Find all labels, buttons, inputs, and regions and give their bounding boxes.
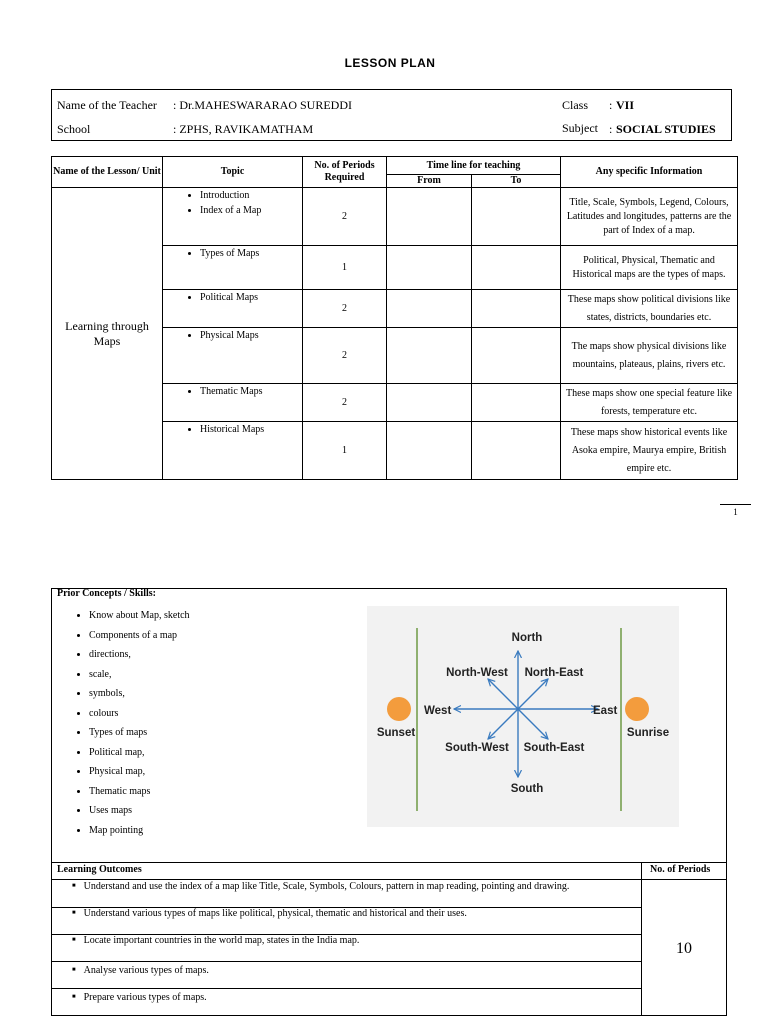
bullet-icon: ■ bbox=[72, 910, 76, 916]
from-cell bbox=[387, 246, 472, 290]
label-west: West bbox=[424, 705, 452, 717]
outcome-row-rule bbox=[51, 879, 641, 880]
header-specific-info: Any specific Information bbox=[561, 157, 738, 188]
outcome-row-rule bbox=[51, 988, 641, 989]
prior-concepts-title: Prior Concepts / Skills: bbox=[57, 588, 156, 599]
periods-cell: 2 bbox=[303, 328, 387, 384]
lesson-name-cell bbox=[52, 188, 163, 480]
prior-concept-item: • Map pointing bbox=[89, 821, 190, 841]
outcome-item bbox=[72, 935, 359, 946]
bullet-icon: ■ bbox=[72, 967, 76, 973]
to-cell bbox=[472, 246, 561, 290]
topic-item: • Political Maps bbox=[200, 290, 302, 305]
subject-label: Subject bbox=[562, 121, 598, 135]
school-value: : ZPHS, RAVIKAMATHAM bbox=[173, 122, 314, 136]
sunset-sun-icon bbox=[387, 697, 411, 721]
topic-cell bbox=[163, 290, 303, 328]
north-east-arrow bbox=[518, 679, 548, 709]
label-north-east: North-East bbox=[524, 667, 584, 679]
outcome-text: Prepare various types of maps. bbox=[83, 992, 207, 1003]
topic-item: • Introduction bbox=[200, 188, 302, 203]
from-cell bbox=[387, 188, 472, 246]
prior-concept-item: • Components of a map bbox=[89, 626, 190, 646]
outcome-item bbox=[72, 908, 467, 919]
to-cell bbox=[472, 328, 561, 384]
school-label: School bbox=[57, 122, 91, 136]
label-south-east: South-East bbox=[523, 742, 585, 754]
outcomes-separator bbox=[51, 862, 727, 863]
page-number-rule bbox=[720, 504, 751, 505]
lesson-name: Learning through Maps bbox=[65, 318, 149, 348]
bullet-icon: ■ bbox=[72, 994, 76, 1000]
outcome-item bbox=[72, 881, 569, 892]
teacher-info-box bbox=[51, 89, 732, 141]
header-periods: No. of Periods Required bbox=[303, 157, 387, 188]
info-cell: Title, Scale, Symbols, Legend, Colours, Latitudes and longitudes, patterns are the part of Index of a map. bbox=[561, 188, 738, 246]
topic-item: • Types of Maps bbox=[200, 246, 302, 261]
info-cell: These maps show historical events like Asoka empire, Maurya empire, British empire etc. bbox=[561, 422, 738, 480]
from-cell bbox=[387, 422, 472, 480]
outcome-item bbox=[72, 965, 209, 976]
outcomes-column-divider bbox=[641, 862, 642, 1016]
south-east-arrow bbox=[518, 709, 548, 739]
prior-concept-item: • Political map, bbox=[89, 743, 190, 763]
teacher-value: : Dr.MAHESWARARAO SUREDDI bbox=[173, 98, 353, 112]
topic-cell bbox=[163, 328, 303, 384]
bullet-icon: ■ bbox=[72, 937, 76, 943]
learning-outcomes-title: Learning Outcomes bbox=[57, 864, 142, 875]
prior-concept-item: • Thematic maps bbox=[89, 782, 190, 802]
teacher-label: Name of the Teacher bbox=[57, 98, 157, 112]
header-lesson-unit: Name of the Lesson/ Unit bbox=[52, 157, 163, 188]
class-label: Class bbox=[562, 98, 589, 112]
label-sunrise: Sunrise bbox=[626, 727, 670, 739]
prior-concept-item: • symbols, bbox=[89, 684, 190, 704]
to-cell bbox=[472, 290, 561, 328]
topic-item: • Thematic Maps bbox=[200, 384, 302, 399]
topic-cell bbox=[163, 246, 303, 290]
prior-concept-item: • colours bbox=[89, 704, 190, 724]
page-number: 1 bbox=[733, 507, 738, 517]
header-timeline: Time line for teaching bbox=[387, 157, 561, 175]
periods-cell: 1 bbox=[303, 246, 387, 290]
prior-concept-item: • Physical map, bbox=[89, 762, 190, 782]
topic-item: • Index of a Map bbox=[200, 203, 302, 218]
label-north: North bbox=[511, 632, 543, 644]
outcome-text: Analyse various types of maps. bbox=[83, 965, 209, 976]
south-west-arrow bbox=[488, 709, 518, 739]
from-cell bbox=[387, 328, 472, 384]
bullet-icon: ■ bbox=[72, 883, 76, 889]
periods-header-rule bbox=[641, 879, 727, 880]
compass-diagram bbox=[367, 606, 679, 827]
document-title: LESSON PLAN bbox=[344, 56, 436, 70]
info-cell: These maps show political divisions like states, districts, boundaries etc. bbox=[561, 290, 738, 328]
label-sunset: Sunset bbox=[376, 727, 416, 739]
periods-cell: 2 bbox=[303, 290, 387, 328]
to-cell bbox=[472, 422, 561, 480]
label-east: East bbox=[593, 705, 618, 717]
prior-concept-item: • Types of maps bbox=[89, 723, 190, 743]
topic-item: • Physical Maps bbox=[200, 328, 302, 343]
info-cell: The maps show physical divisions like mountains, plateaus, plains, rivers etc. bbox=[561, 328, 738, 384]
label-north-west: North-West bbox=[446, 667, 508, 679]
subject-value: SOCIAL STUDIES bbox=[616, 122, 716, 136]
periods-cell: 2 bbox=[303, 188, 387, 246]
from-cell bbox=[387, 384, 472, 422]
class-value: VII bbox=[616, 98, 635, 112]
info-cell: Political, Physical, Thematic and Historical maps are the types of maps. bbox=[561, 246, 738, 290]
class-colon: : bbox=[609, 98, 613, 112]
no-of-periods-title: No. of Periods bbox=[650, 864, 711, 875]
info-cell: These maps show one special feature like forests, temperature etc. bbox=[561, 384, 738, 422]
label-south: South bbox=[510, 783, 544, 795]
outcome-item bbox=[72, 992, 207, 1003]
outcome-text: Understand various types of maps like political, physical, thematic and historical and their uses. bbox=[83, 908, 467, 919]
topic-cell bbox=[163, 422, 303, 480]
compass-svg bbox=[367, 606, 679, 827]
topic-cell bbox=[163, 188, 303, 246]
prior-concepts-list bbox=[52, 606, 190, 840]
prior-concept-item: • scale, bbox=[89, 665, 190, 685]
label-south-west: South-West bbox=[445, 742, 509, 754]
subject-colon: : bbox=[609, 122, 613, 136]
topic-item: • Historical Maps bbox=[200, 422, 302, 437]
outcome-text: Understand and use the index of a map like Title, Scale, Symbols, Colours, pattern in map reading, pointing and drawing. bbox=[83, 881, 570, 892]
outcome-row-rule bbox=[51, 961, 641, 962]
header-from: From bbox=[387, 175, 472, 188]
outcome-text: Locate important countries in the world map, states in the India map. bbox=[83, 935, 360, 946]
prior-concept-item: • Know about Map, sketch bbox=[89, 606, 190, 626]
sunrise-sun-icon bbox=[625, 697, 649, 721]
header-to: To bbox=[472, 175, 561, 188]
periods-cell: 2 bbox=[303, 384, 387, 422]
from-cell bbox=[387, 290, 472, 328]
north-west-arrow bbox=[488, 679, 518, 709]
to-cell bbox=[472, 188, 561, 246]
periods-cell: 1 bbox=[303, 422, 387, 480]
topic-cell bbox=[163, 384, 303, 422]
header-topic: Topic bbox=[163, 157, 303, 188]
prior-concept-item: • Uses maps bbox=[89, 801, 190, 821]
lesson-plan-table bbox=[51, 156, 738, 480]
prior-concept-item: • directions, bbox=[89, 645, 190, 665]
periods-total: 10 bbox=[676, 940, 692, 957]
to-cell bbox=[472, 384, 561, 422]
